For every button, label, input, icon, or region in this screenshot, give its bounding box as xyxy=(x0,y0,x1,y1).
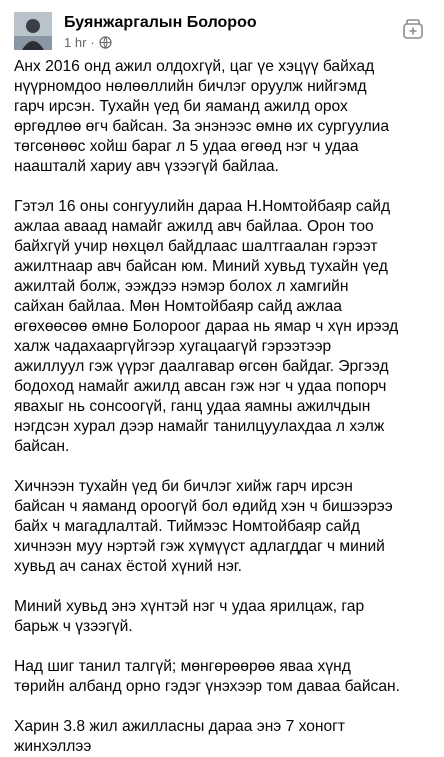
post-paragraph: Харин 3.8 жил ажилласны дараа энэ 7 хоногт жинхэллээ xyxy=(14,718,346,755)
post-paragraph: Анх 2016 онд ажил олдохгүй, цаг үе хэцүү байхад нүүрномдоо нөлөөллийн бичлэг оруулж нийгэмд гарч ирсэн. Тухайн үед би яаманд ажилд орох өргөдлөө өгч байсан. За энэнээс өмнө их сургуулиа төгсөнөөс хойш бараг л 5 удаа өгөөд нэг ч удаа наашталй хариу авч үзээгүй байлаа. xyxy=(14,58,390,175)
globe-icon[interactable] xyxy=(99,36,112,49)
post-paragraph: Над шиг танил талгүй; мөнгөрөөрөө яваа хүнд төрийн албанд орно гэдэг үнэхээр том даваа байсан. xyxy=(14,658,400,695)
avatar[interactable] xyxy=(14,12,52,50)
avatar-image xyxy=(14,12,52,50)
post-paragraph: Миний хувьд энэ хүнтэй нэг ч удаа ярилцаж, гар барьж ч үзээгүй. xyxy=(14,598,365,635)
post-time[interactable]: 1 hr xyxy=(64,35,87,50)
author-name[interactable]: Буянжаргалын Болороо xyxy=(64,14,257,31)
post-header xyxy=(14,12,430,52)
post-meta xyxy=(64,35,112,50)
meta-separator: · xyxy=(90,35,95,50)
post-paragraph: Хичнээн тухайн үед би бичлэг хийж гарч ирсэн байсан ч яаманд ороогүй бол өдийд хэн ч бишээрээ байх ч магадлалтай. Тиймээс Номтойбаяр сайд хичнээн муу нэртэй гэж хүмүүст адлагддаг ч миний хувьд ач санах ёстой хүний нэг. xyxy=(14,478,393,575)
save-post-icon[interactable] xyxy=(400,16,426,42)
post-body xyxy=(14,57,432,757)
post-paragraph: Гэтэл 16 оны сонгуулийн дараа Н.Номтойбаяр сайд ажлаа аваад намайг ажилд авч байлаа. Орон тоо байхгүй учир нөхцөл байдлаас шалтгаалан гэрээт ажилтнаар авч байсан юм. Миний хувьд тухайн үед ажилтай болж, ээждээ нэмэр болох л хамгийн сайхан байлаа. Мөн Номтойбаяр сайд ажлаа өгөхөөсөө өмнө Болороог дараа нь ямар ч хүн ирээд халж чадахааргүйгээр хугацаагүй гэрээтээр ажиллуул гэж үүрэг даалгавар өгсөн байдаг. Эргээд бодоход намайг ажилд авсан гэж нэг ч удаа попорч явахыг нь сонсоогүй, ганц удаа яамны ажилчдын нэгдсэн хурал дээр намайг танилцуулахдаа л хэлж байсан. xyxy=(14,198,399,455)
